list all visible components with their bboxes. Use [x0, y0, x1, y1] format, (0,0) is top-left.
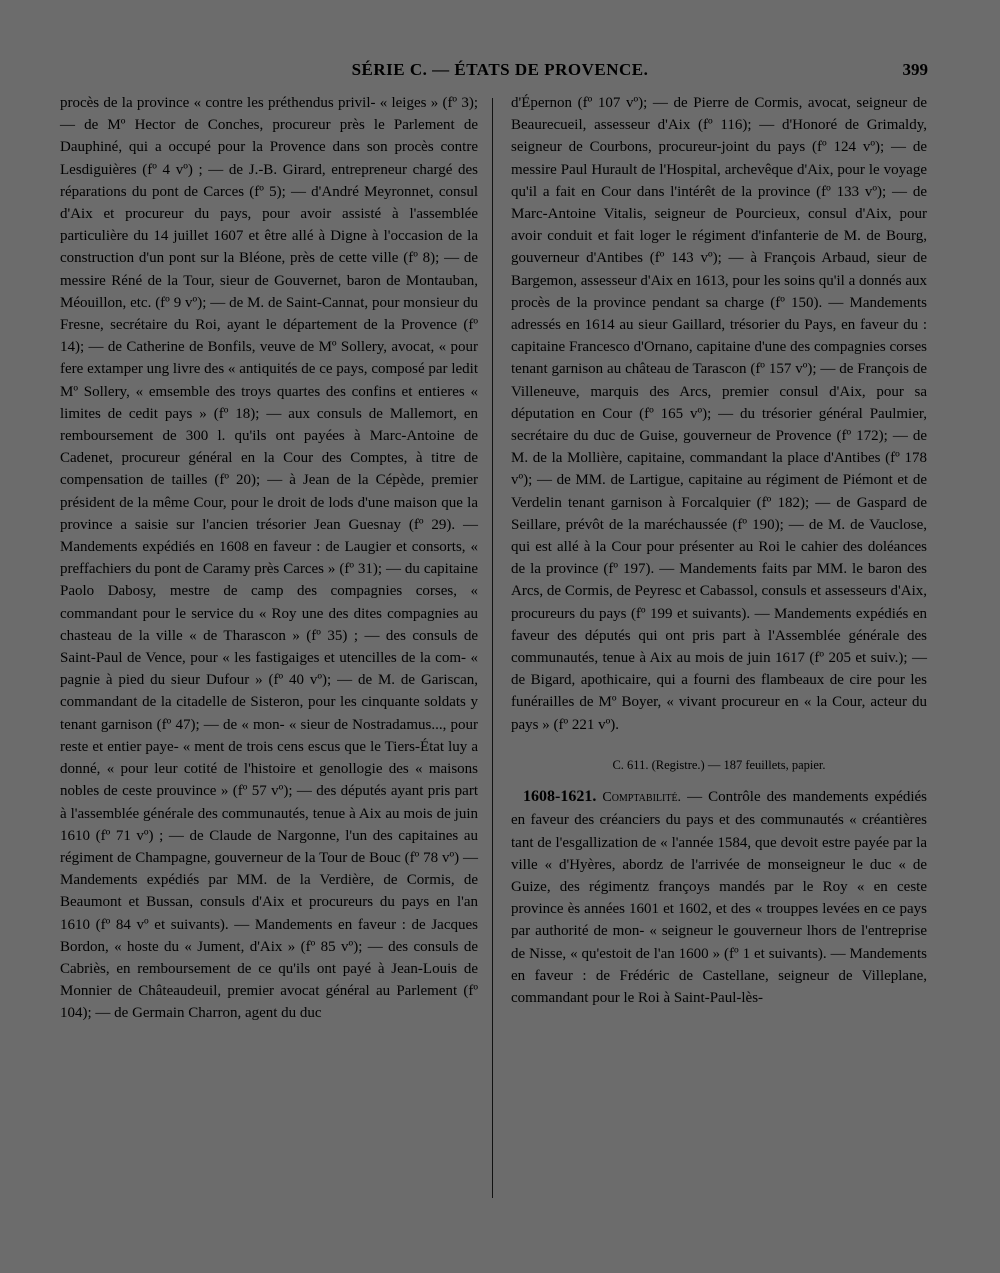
right-column	[511, 92, 927, 1009]
record-heading: C. 611. (Registre.) — 187 feuillets, papier.	[612, 757, 826, 772]
left-column-text: procès de la province « contre les préthendus privil- « leiges » (fº 3); — de Mº Hector de Conches, procureur près le Parlement de Dauphiné, qui a occupé pour la Provence dans son procès contre Lesdiguières (fº 4 vº) ; — de J.-B. Girard, entrepreneur chargé des réparations du pont de Carces (fº 5); — d'André Meyronnet, consul d'Aix et procureur du pays, pour avoir assisté à l'assemblée particulière du 14 juillet 1607 et être allé à Digne à l'occasion de la construction d'un pont sur la Bléone, près de cette ville (fº 8); — de messire Réné de la Tour, sieur de Gouvernet, baron de Montauban, Méouillon, etc. (fº 9 vº); — de M. de Saint-Cannat, pour monsieur du Fresne, secrétaire du Roi, ayant le département de la Provence (fº 14); — de Catherine de Bonfils, veuve de Mº Sollery, avocat, « pour fere extamper ung livre des « antiquités de ce pays, composé par ledit Mº Sollery, « emsemble des troys quartes des confins et entieres « limites de cedit pays » (fº 18); — aux consuls de Mallemort, en remboursement de 300 l. qu'ils ont payées à Marc-Antoine de Cadenet, procureur général en la Cour des Comptes, à titre de compensation de tailles (fº 20); — à Jean de la Cépède, premier président de la même Cour, pour le droit de lods d'une maison que la province a saisie sur l'ancien trésorier Jean Guesnay (fº 29). — Mandements expédiés en 1608 en faveur : de Laugier et consorts, « preffachiers du pont de Caramy près Carces » (fº 31); — du capitaine Paolo Dabosy, mestre de camp des compagnies corses, « commandant pour le service du « Roy une des dites compagnies au chasteau de la ville « de Tharascon » (fº 35) ; — des consuls de Saint-Paul de Vence, pour « les fastigaiges et utencilles de la com- « pagnie à pied du sieur Dufour » (fº 40 vº); — de M. de Gariscan, commandant de la citadelle de Sisteron, pour les cinquante soldats y tenant garnison (fº 47); — de « mon- « sieur de Nostradamus..., pour reste et entier paye- « ment de trois cens escus que le Tiers-État luy a donné, « pour leur cotité de l'histoire et genollogie des « maisons nobles de ceste prouvince » (fº 57 vº); — des députés ayant pris part à l'assemblée générale des communautés, tenue à Aix au mois de juin 1610 (fº 71 vº) ; — de Claude de Nargonne, l'un des capitaines au régiment de Champagne, gouverneur de la Tour de Bouc (fº 78 vº) — Mandements expédiés par MM. de la Verdière, de Cormis, de Beaumont et Bussan, consuls d'Aix et procureurs du pays en l'an 1610 (fº 84 vº et suivants). — Mandements en faveur : de Jacques Bordon, « hoste du « Jument, d'Aix » (fº 85 vº); — des consuls de Cabriès, en remboursement de ce qu'ils ont payé à Jean-Louis de Monnier de Châteaudeuil, premier avocat général au Parlement (fº 104); — de Germain Charron, agent du duc	[60, 95, 478, 1022]
record-entry	[511, 786, 927, 1009]
entry-text: — Contrôle des mandements expédiés en faveur des créanciers du pays et des communautés « créantières tant de l'esgallization de « l'année 1584, que devoit estre payée par la ville « d'Hyères, abordz de l'arrivée de monseigneur le duc « de Guize, des régimentz françoys mandés par le Roy « en ceste province ès années 1601 et 1602, et des « trouppes levées en ce pays par authorité de mon- « seigneur le gouverneur lhors de l'entreprise de Nisse, « qu'estoit de l'an 1600 » (fº 1 et suivants). — Mandements en faveur : de Frédéric de Castellane, seigneur de Villeplane, commandant pour le Roi à Saint-Paul-lès-	[511, 789, 927, 1006]
series-title: SÉRIE C. — ÉTATS DE PROVENCE.	[351, 60, 649, 79]
right-column-text: d'Épernon (fº 107 vº); — de Pierre de Cormis, avocat, seigneur de Beaurecueil, assesseur d'Aix (fº 116); — d'Honoré de Grimaldy, seigneur de Courbons, procureur-joint du pays (fº 124 vº); — de messire Paul Hurault de l'Hospital, archevêque d'Aix, pour le voyage qu'il a fait en Cour dans l'intérêt de la province (fº 133 vº); — de Marc-Antoine Vitalis, seigneur de Pourcieux, consul d'Aix, pour avoir conduit et fait loger le régiment d'infanterie de M. de Bourg, gouverneur d'Antibes (fº 143 vº); — à François Arbaud, sieur de Bargemon, assesseur d'Aix en 1613, pour les soins qu'il a donnés aux procès de la province pendant sa charge (fº 150). — Mandements adressés en 1614 au sieur Gaillard, trésorier du Pays, en faveur du : capitaine Francesco d'Ornano, capitaine d'une des compagnies corses tenant garnison au château de Tarascon (fº 157 vº); — de François de Villeneuve, marquis des Arcs, premier consul d'Aix, pour sa députation en Cour (fº 165 vº); — du trésorier général Paulmier, secrétaire du duc de Guise, gouverneur de Provence (fº 172); — de M. de la Mollière, capitaine, commandant la place d'Antibes (fº 178 vº); — de MM. de Lartigue, capitaine au régiment de Piémont et de Verdelin tenant garnison à Forcalquier (fº 182); — de Gaspard de Seillare, prévôt de la maréchaussée (fº 190); — de M. de Vauclose, qui est allé à la Cour pour présenter au Roi le cahier des doléances de la province (fº 197). — Mandements faits par MM. le baron des Arcs, de Cormis, de Peyresc et Cabassol, consuls et assesseurs d'Aix, procureurs du pays (fº 199 et suivants). — Mandements expédiés en faveur des députés qui ont pris part à l'Assemblée générale des communautés, tenue à Aix au mois de juin 1617 (fº 205 et suiv.); — de Bigard, apothicaire, qui a fourni des flambeaux de cire pour les funérailles de Mº Boyer, « vivant procureur en « la Cour, acteur du pays » (fº 221 vº).	[511, 95, 927, 733]
running-head	[0, 60, 1000, 84]
column-divider	[492, 98, 493, 1198]
entry-rubric: Comptabilité.	[602, 790, 682, 806]
entry-date: 1608-1621.	[523, 788, 597, 806]
left-column	[60, 92, 478, 1025]
page-number: 399	[902, 60, 928, 79]
